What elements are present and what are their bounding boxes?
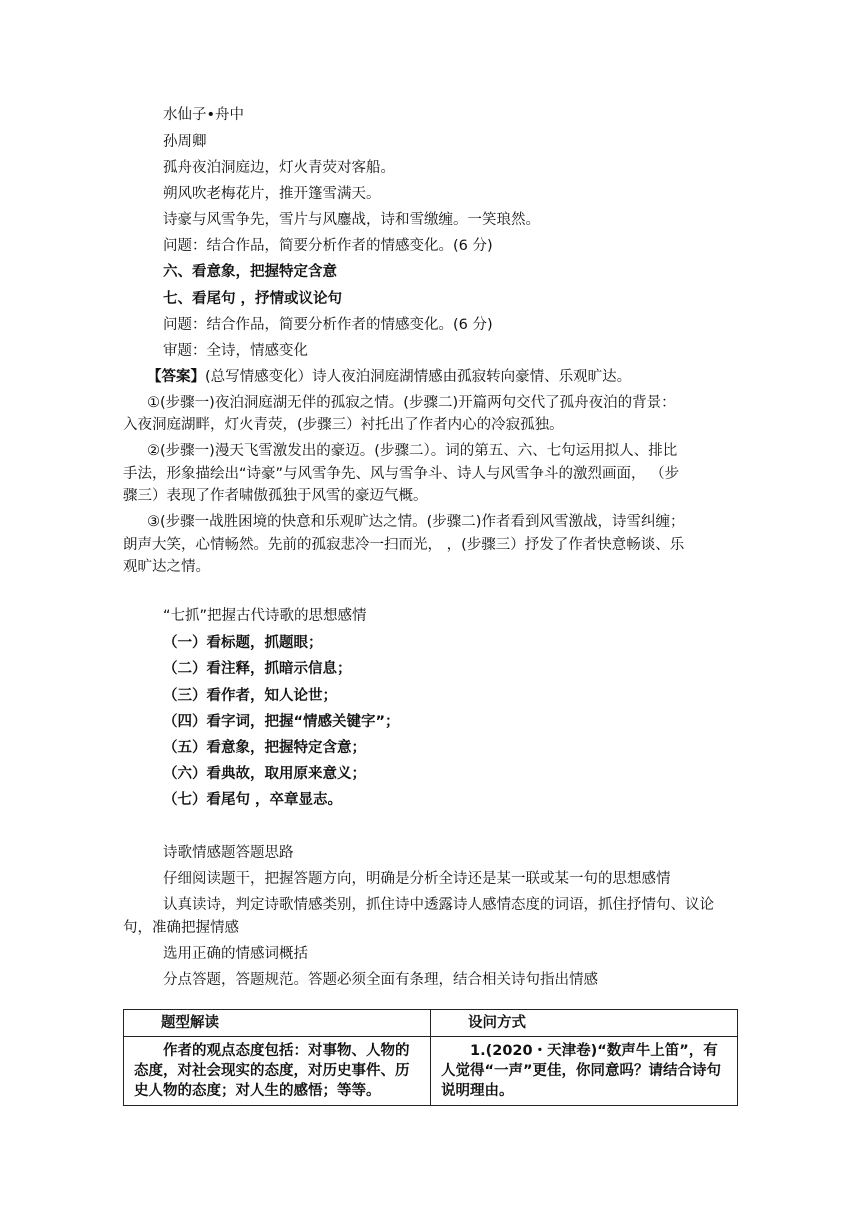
- analysis-review: 审题：全诗，情感变化: [163, 343, 308, 359]
- approach-step: 句，准确把握情感: [123, 920, 239, 936]
- poem-author: 孙周卿: [163, 134, 207, 150]
- poem-title: 水仙子•舟中: [163, 107, 245, 123]
- grasp-item: （一）看标题，抓题眼；: [163, 635, 323, 651]
- answer-line: [147, 367, 631, 387]
- tip-heading: 七、看尾句 ，抒情或议论句: [163, 291, 343, 307]
- poem-line: 孤舟夜泊洞庭边，灯火青荧对客船。: [163, 160, 395, 176]
- approach-step: 选用正确的情感词概括: [163, 946, 308, 962]
- grasp-item: （二）看注释，抓暗示信息；: [163, 661, 352, 677]
- grasp-item: （六）看典故，取用原来意义；: [163, 766, 366, 782]
- table-cell: 1.(2020・天津卷)“数声牛上笛”，有人觉得“一声”更佳，你同意吗？请结合诗句说明理由。: [441, 1043, 722, 1099]
- answer-paragraph-line: 朗声大笑，心情畅然。先前的孤寂悲冷一扫而光， ，(步骤三）抒发了作者快意畅谈、乐: [123, 537, 685, 553]
- tip-heading: 六、看意象，把握特定含意: [163, 264, 337, 280]
- answer-paragraph-line: 骤三）表现了作者啸傲孤独于风雪的豪迈气概。: [123, 488, 428, 504]
- table-header: 设问方式: [468, 1015, 526, 1031]
- approach-step: 仔细阅读题干，把握答题方向，明确是分析全诗还是某一联或某一句的思想感情: [163, 871, 671, 887]
- answer-paragraph-line: 观旷达之情。: [123, 559, 210, 575]
- answer-label: 【答案】: [147, 369, 205, 385]
- table-header-row: [124, 1010, 738, 1037]
- poem-question: 问题：结合作品，简要分析作者的情感变化。(6 分): [163, 238, 493, 254]
- poem-line: 诗豪与风雪争先，雪片与风鏖战，诗和雪缴缠。一笑琅然。: [163, 212, 540, 228]
- question-type-table: [123, 1009, 738, 1106]
- approach-step: 认真读诗，判定诗歌情感类别，抓住诗中透露诗人感情态度的词语，抓住抒情句、议论: [163, 897, 714, 913]
- answer-paragraph-line: 入夜洞庭湖畔，灯火青荧，(步骤三）衬托出了作者内心的冷寂孤独。: [123, 417, 564, 433]
- section-heading: 诗歌情感题答题思路: [163, 845, 294, 861]
- grasp-item: （四）看字词，把握“情感关键字”；: [163, 714, 400, 730]
- analysis-question: 问题：结合作品，简要分析作者的情感变化。(6 分): [163, 317, 493, 333]
- grasp-item: （三）看作者，知人论世；: [163, 688, 337, 704]
- table-row: [124, 1037, 738, 1106]
- section-heading: “七抓”把握古代诗歌的思想感情: [163, 608, 367, 624]
- answer-paragraph-line: 手法，形象描绘出“诗豪”与风雪争先、风与雪争斗、诗人与风雪争斗的激烈画面， （步: [123, 466, 680, 482]
- grasp-item: （五）看意象，把握特定含意；: [163, 740, 366, 756]
- answer-paragraph-line: ②(步骤一)漫天飞雪激发出的豪迈。(步骤二）。词的第五、六、七句运用拟人、排比: [147, 443, 678, 459]
- table-cell: 作者的观点态度包括：对事物、人物的态度，对社会现实的态度，对历史事件、历史人物的态度；对人生的感悟；等等。: [134, 1043, 410, 1099]
- answer-paragraph-line: ①(步骤一)夜泊洞庭湖无伴的孤寂之情。(步骤二)开篇两句交代了孤舟夜泊的背景：: [147, 395, 676, 411]
- answer-paragraph-line: ③(步骤一战胜困境的快意和乐观旷达之情。(步骤二)作者看到风雪激战，诗雪纠缠；: [147, 514, 685, 530]
- approach-step: 分点答题，答题规范。答题必须全面有条理，结合相关诗句指出情感: [163, 972, 598, 988]
- answer-text: (总写情感变化）诗人夜泊洞庭湖情感由孤寂转向豪情、乐观旷达。: [205, 369, 632, 385]
- table-header: 题型解读: [161, 1015, 219, 1031]
- grasp-item: （七）看尾句 ，卒章显志。: [163, 792, 343, 808]
- poem-line: 朔风吹老梅花片，推开篷雪满天。: [163, 186, 381, 202]
